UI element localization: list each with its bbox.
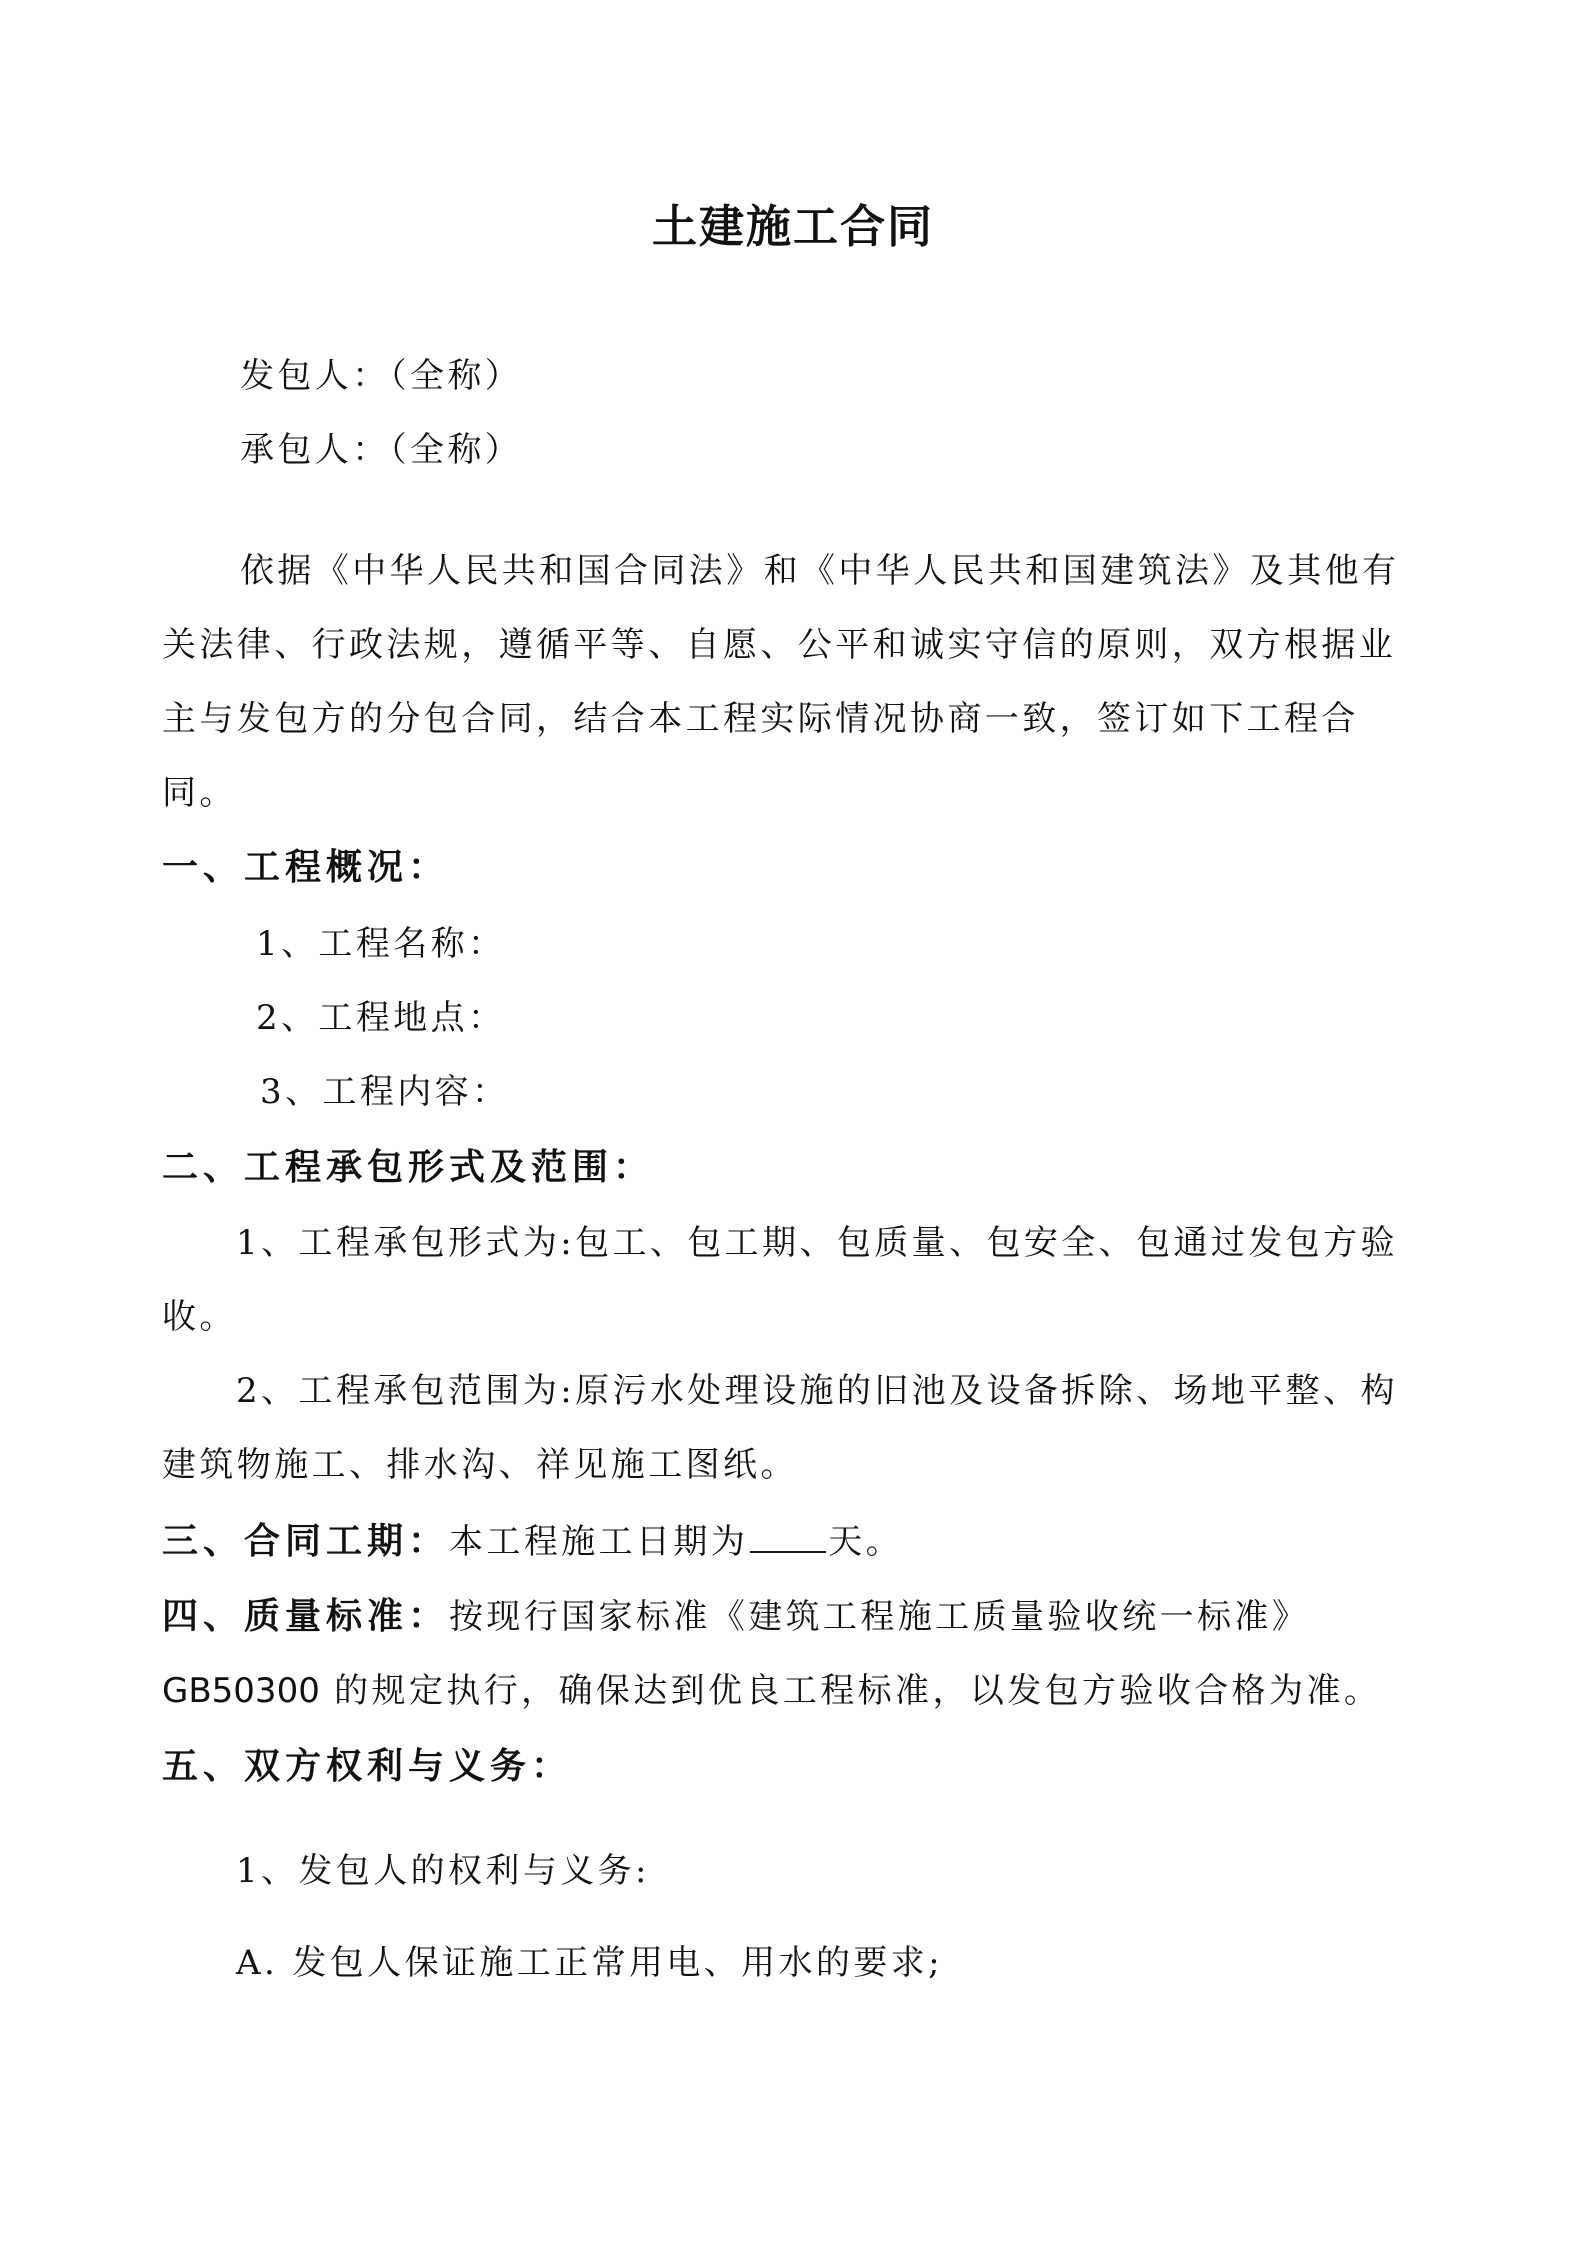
section-4-heading: 四、质量标准： [162, 1596, 450, 1637]
section-1-item-location: 2、工程地点： [256, 998, 506, 1038]
intro-line-3: 主与发包方的分包合同，结合本工程实际情况协商一致，签订如下工程合 [162, 699, 1359, 739]
party-a-line: 发包人：（全称） [240, 356, 523, 396]
section-3-heading: 三、合同工期： [162, 1521, 450, 1562]
section-1-heading: 一、工程概况： [162, 847, 450, 888]
section-5-item-a: A. 发包人保证施工正常用电、用水的要求; [236, 1943, 944, 1983]
section-4-text: 按现行国家标准《建筑工程施工质量验收统一标准》 [449, 1597, 1310, 1637]
section-4-text-2: 的规定执行，确保达到优良工程标准，以发包方验收合格为准。 [334, 1671, 1382, 1711]
section-1-item-content: 3、工程内容： [260, 1072, 510, 1112]
section-2-heading: 二、工程承包形式及范围： [162, 1147, 655, 1188]
section-2-item-2-line-1: 2、工程承包范围为:原污水处理设施的旧池及设备拆除、场地平整、构 [236, 1371, 1398, 1411]
duration-blank [750, 1521, 826, 1553]
section-3-text-after: 天。 [828, 1522, 904, 1562]
section-3-text-before: 本工程施工日期为 [449, 1522, 749, 1562]
section-2-item-2-line-2: 建筑物施工、排水沟、祥见施工图纸。 [162, 1445, 798, 1485]
intro-line-2: 关法律、行政法规，遵循平等、自愿、公平和诚实守信的原则，双方根据业 [162, 625, 1397, 665]
standard-code: GB50300 [162, 1671, 320, 1711]
section-2-item-1-line-1: 1、工程承包形式为:包工、包工期、包质量、包安全、包通过发包方验 [236, 1223, 1398, 1263]
section-1-item-name: 1、工程名称： [256, 924, 506, 964]
intro-line-4: 同。 [162, 773, 237, 813]
section-5-sub-1: 1、发包人的权利与义务: [236, 1851, 650, 1891]
intro-line-1: 依据《中华人民共和国合同法》和《中华人民共和国建筑法》及其他有 [240, 551, 1400, 591]
section-3-line [162, 1521, 903, 1562]
section-5-heading: 五、双方权利与义务： [162, 1746, 573, 1787]
section-4-line-2 [162, 1671, 1381, 1711]
document-title: 土建施工合同 [651, 200, 934, 253]
section-4-line-1 [162, 1597, 1309, 1637]
section-2-item-1-line-2: 收。 [162, 1297, 237, 1337]
party-b-line: 承包人：（全称） [240, 430, 523, 470]
